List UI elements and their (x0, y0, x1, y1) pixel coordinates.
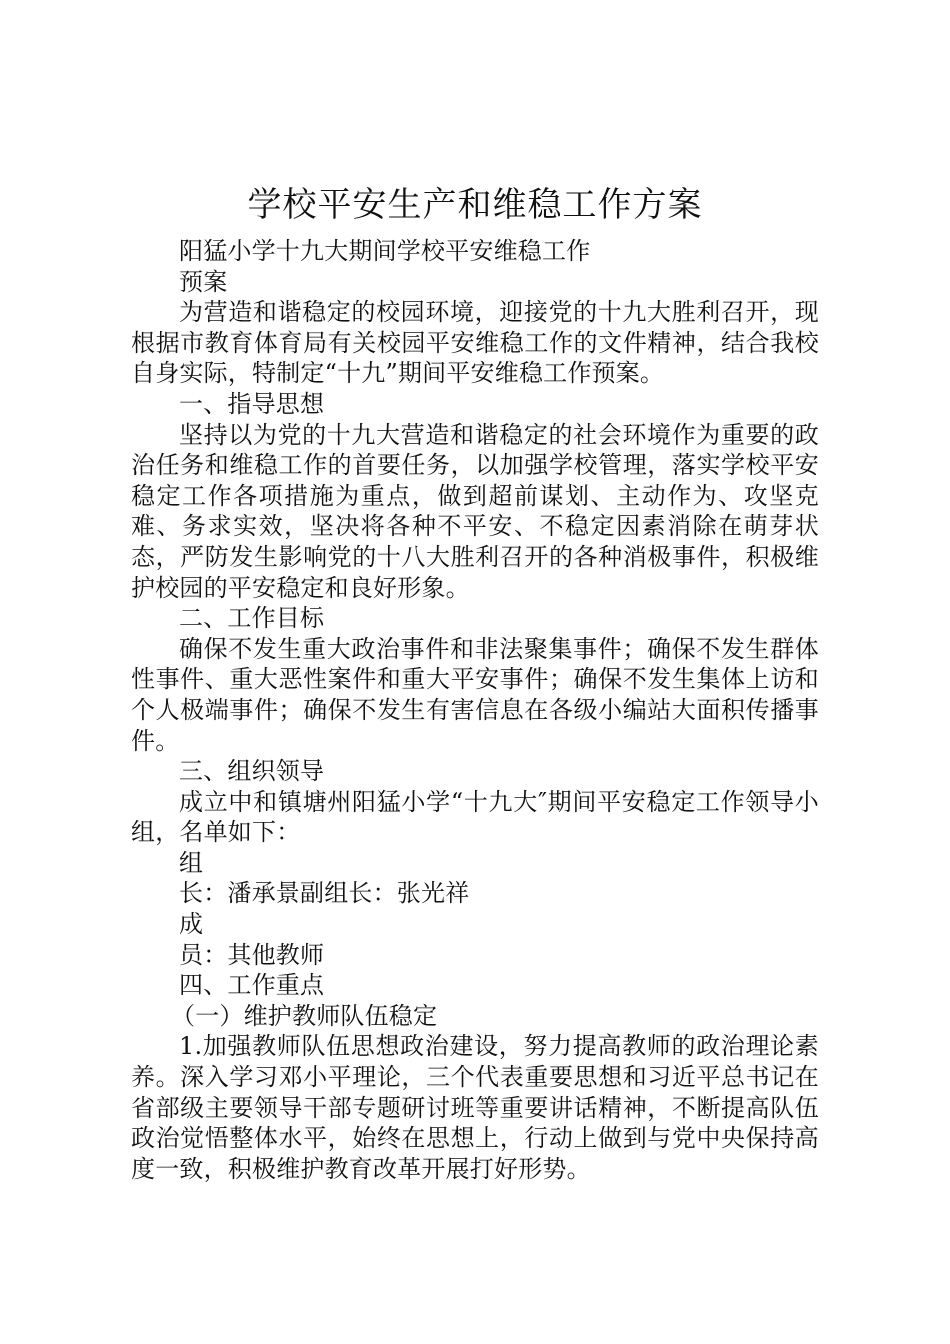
roster-line-4: 员：其他教师 (179, 940, 325, 969)
paragraph-teacher-stability-1: 1.加强教师队伍思想政治建设，努力提高教师的政治理论素养。深入学习邓小平理论，三个代表重要思想和习近平总书记在省部级主要领导干部专题研讨班等重要讲话精神，不断提高队伍政治觉悟整体水平，始终在思想上，行动上做到与党中央保持高度一致，积极维护教育改革开展打好形势。 (131, 1032, 819, 1183)
paragraph-guiding-ideology: 坚持以为党的十九大营造和谐稳定的社会环境作为重要的政治任务和维稳工作的首要任务，以加强学校管理，落实学校平安稳定工作各项措施为重点，做到超前谋划、主动作为、攻坚克难、务求实效，坚决将各种不平安、不稳定因素消除在萌芽状态，严防发生影响党的十八大胜利召开的各种消极事件，积极维护校园的平安稳定和良好形象。 (131, 420, 819, 602)
paragraph-subtitle-line2: 预案 (179, 267, 228, 296)
section-heading-work-focus: 四、工作重点 (179, 971, 325, 1000)
paragraph-intro: 为营造和谐稳定的校园环境，迎接党的十九大胜利召开，现根据市教育体育局有关校园平安维稳工作的文件精神，结合我校自身实际，特制定“十九”期间平安维稳工作预案。 (131, 298, 819, 388)
paragraph-subtitle-line1: 阳猛小学十九大期间学校平安维稳工作 (179, 237, 591, 265)
roster-line-2: 长：潘承景副组长：张光祥 (179, 879, 470, 908)
section-heading-work-goals: 二、工作目标 (179, 604, 325, 633)
paragraph-work-goals: 确保不发生重大政治事件和非法聚集事件；确保不发生群体性事件、重大恶性案件和重大平安事件；确保不发生集体上访和个人极端事件；确保不发生有害信息在各级小编站大面积传播事件。 (131, 634, 819, 755)
section-heading-guiding-ideology: 一、指导思想 (179, 389, 325, 418)
subsection-heading-teacher-stability: （一）维护教师队伍稳定 (171, 1001, 438, 1030)
document-body (131, 236, 819, 1184)
roster-line-3: 成 (179, 910, 204, 939)
paragraph-organization: 成立中和镇塘州阳猛小学“十九大″期间平安稳定工作领导小组，名单如下： (131, 787, 819, 847)
roster-line-1: 组 (179, 848, 204, 877)
document-title: 学校平安生产和维稳工作方案 (247, 185, 703, 225)
section-heading-organization: 三、组织领导 (179, 757, 325, 786)
